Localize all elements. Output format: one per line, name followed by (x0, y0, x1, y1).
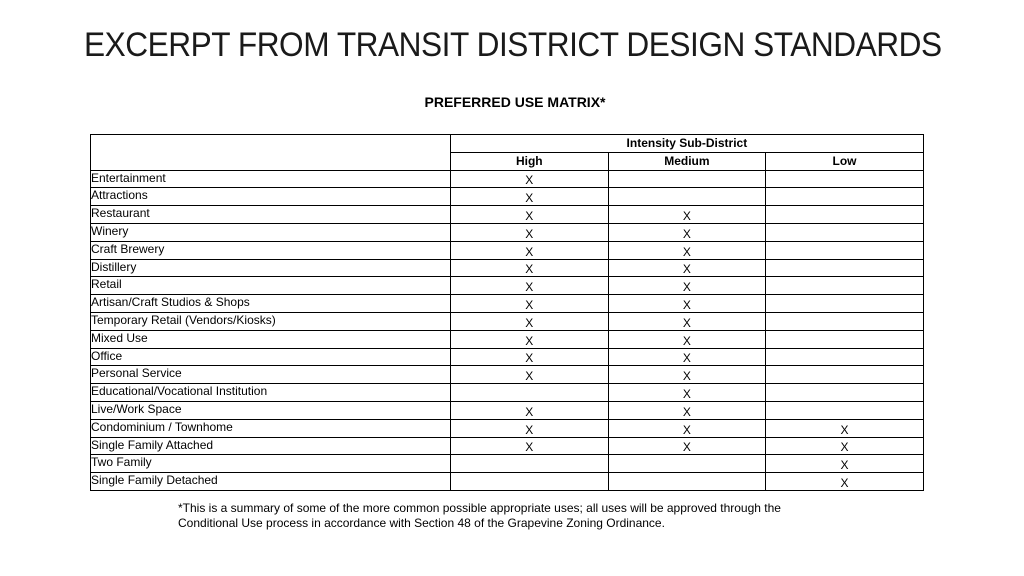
table-row (91, 366, 924, 384)
table-row (91, 312, 924, 330)
use-column-header (91, 135, 451, 171)
cell-low (766, 259, 924, 277)
cell-high: X (451, 188, 609, 206)
footnote-line-2: Conditional Use process in accordance with Section 48 of the Grapevine Zoning Ordinance. (178, 516, 665, 530)
cell-low (766, 206, 924, 224)
table-row (91, 206, 924, 224)
cell-high: X (451, 401, 609, 419)
cell-medium: X (608, 295, 766, 313)
cell-low (766, 401, 924, 419)
table-row (91, 259, 924, 277)
table-row (91, 330, 924, 348)
table-row (91, 241, 924, 259)
use-label: Distillery (91, 259, 451, 277)
header-row-group (91, 135, 924, 153)
cell-low: X (766, 419, 924, 437)
cell-low (766, 348, 924, 366)
cell-high: X (451, 206, 609, 224)
cell-high: X (451, 295, 609, 313)
cell-medium (608, 473, 766, 491)
cell-low (766, 223, 924, 241)
cell-medium: X (608, 401, 766, 419)
footnote (178, 501, 878, 531)
cell-high: X (451, 277, 609, 295)
cell-high: X (451, 241, 609, 259)
cell-medium (608, 170, 766, 188)
use-label: Condominium / Townhome (91, 419, 451, 437)
cell-high: X (451, 330, 609, 348)
use-label: Single Family Detached (91, 473, 451, 491)
table-row (91, 419, 924, 437)
cell-low (766, 188, 924, 206)
matrix-subtitle: PREFERRED USE MATRIX* (424, 94, 606, 110)
cell-high: X (451, 437, 609, 455)
cell-medium: X (608, 312, 766, 330)
cell-high (451, 455, 609, 473)
cell-low (766, 277, 924, 295)
cell-low (766, 170, 924, 188)
cell-high: X (451, 348, 609, 366)
use-label: Mixed Use (91, 330, 451, 348)
cell-medium: X (608, 241, 766, 259)
table-row (91, 401, 924, 419)
matrix-body (91, 170, 924, 490)
table-row (91, 170, 924, 188)
table-row (91, 437, 924, 455)
use-label: Temporary Retail (Vendors/Kiosks) (91, 312, 451, 330)
cell-low: X (766, 437, 924, 455)
cell-low (766, 312, 924, 330)
table-row (91, 384, 924, 402)
use-label: Restaurant (91, 206, 451, 224)
cell-high: X (451, 170, 609, 188)
cell-medium: X (608, 437, 766, 455)
use-label: Two Family (91, 455, 451, 473)
cell-medium: X (608, 330, 766, 348)
table-row (91, 295, 924, 313)
cell-medium: X (608, 259, 766, 277)
table-row (91, 188, 924, 206)
cell-medium: X (608, 223, 766, 241)
use-label: Artisan/Craft Studios & Shops (91, 295, 451, 313)
use-label: Educational/Vocational Institution (91, 384, 451, 402)
column-header-high: High (451, 152, 609, 170)
cell-low (766, 366, 924, 384)
table-row (91, 223, 924, 241)
use-label: Craft Brewery (91, 241, 451, 259)
cell-high (451, 384, 609, 402)
cell-high: X (451, 312, 609, 330)
use-label: Winery (91, 223, 451, 241)
cell-medium: X (608, 419, 766, 437)
intensity-sub-district-header: Intensity Sub-District (451, 135, 924, 153)
cell-low (766, 384, 924, 402)
cell-medium: X (608, 366, 766, 384)
cell-high: X (451, 259, 609, 277)
cell-medium: X (608, 348, 766, 366)
column-header-medium: Medium (608, 152, 766, 170)
footnote-line-1: *This is a summary of some of the more common possible appropriate uses; all uses will be approved through the (178, 501, 781, 515)
table-row (91, 473, 924, 491)
cell-low: X (766, 473, 924, 491)
table-row (91, 277, 924, 295)
use-label: Office (91, 348, 451, 366)
cell-medium: X (608, 277, 766, 295)
cell-high: X (451, 366, 609, 384)
cell-high: X (451, 223, 609, 241)
cell-high: X (451, 419, 609, 437)
cell-medium: X (608, 206, 766, 224)
cell-medium: X (608, 384, 766, 402)
cell-low (766, 241, 924, 259)
column-header-low: Low (766, 152, 924, 170)
use-label: Live/Work Space (91, 401, 451, 419)
use-label: Personal Service (91, 366, 451, 384)
cell-low (766, 330, 924, 348)
use-label: Retail (91, 277, 451, 295)
use-label: Single Family Attached (91, 437, 451, 455)
slide-title: EXCERPT FROM TRANSIT DISTRICT DESIGN STANDARDS (84, 26, 942, 64)
cell-medium (608, 455, 766, 473)
cell-low (766, 295, 924, 313)
table-row (91, 348, 924, 366)
cell-medium (608, 188, 766, 206)
cell-low: X (766, 455, 924, 473)
cell-high (451, 473, 609, 491)
use-label: Attractions (91, 188, 451, 206)
table-row (91, 455, 924, 473)
preferred-use-matrix (90, 134, 924, 491)
use-label: Entertainment (91, 170, 451, 188)
